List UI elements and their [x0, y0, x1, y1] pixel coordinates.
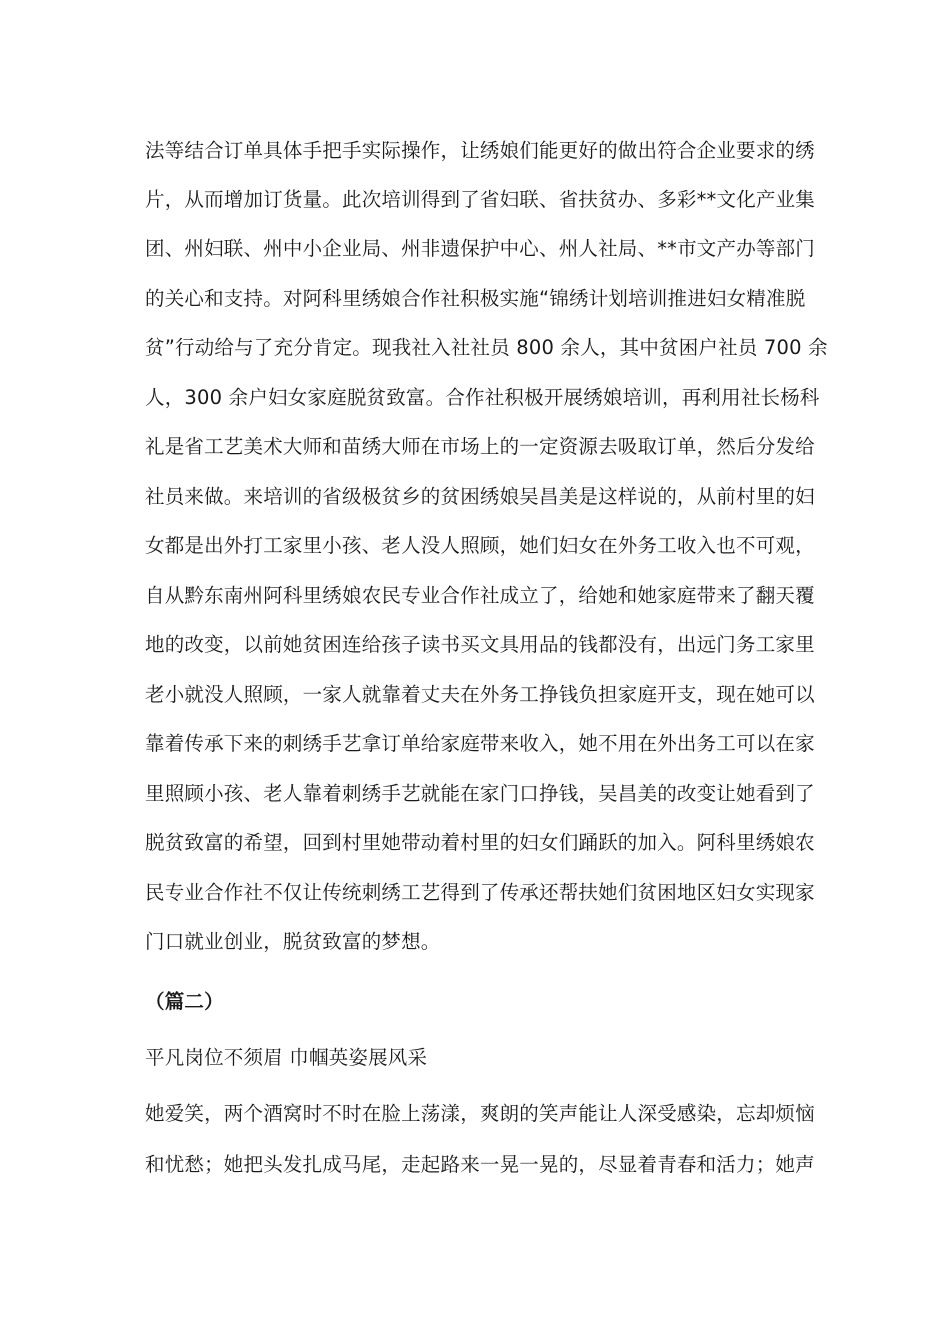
paragraph1-line-5: 贫”行动给与了充分肯定。现我社入社社员 800 余人，其中贫困户社员 700 余: [145, 336, 828, 359]
paragraph1-line-8: 社员来做。来培训的省级极贫乡的贫困绣娘吴昌美是这样说的，从前村里的妇: [145, 485, 815, 508]
paragraph2-line-2: 和忧愁；她把头发扎成马尾，走起路来一晃一晃的，尽显着青春和活力；她声: [145, 1153, 815, 1176]
paragraph1-line-7: 礼是省工艺美术大师和苗绣大师在市场上的一定资源去吸取订单，然后分发给: [145, 435, 815, 458]
paragraph1-line-2: 片，从而增加订货量。此次培训得到了省妇联、省扶贫办、多彩**文化产业集: [145, 188, 816, 211]
paragraph1-line-3: 团、州妇联、州中小企业局、州非遗保护中心、州人社局、**市文产办等部门: [145, 237, 816, 260]
paragraph1-line-1: 法等结合订单具体手把手实际操作，让绣娘们能更好的做出符合企业要求的绣: [145, 139, 815, 162]
article-title: 平凡岗位不须眉 巾帼英姿展风采: [145, 1046, 428, 1069]
paragraph1-line-13: 靠着传承下来的刺绣手艺拿订单给家庭带来收入，她不用在外出务工可以在家: [145, 732, 815, 755]
section-heading: （篇二）: [145, 990, 224, 1013]
paragraph1-line-6: 人，300 余户妇女家庭脱贫致富。合作社积极开展绣娘培训，再利用社长杨科: [145, 386, 820, 409]
paragraph1-line-12: 老小就没人照顾，一家人就靠着丈夫在外务工挣钱负担家庭开支，现在她可以: [145, 683, 815, 706]
paragraph1-line-15: 脱贫致富的希望，回到村里她带动着村里的妇女们踊跃的加入。阿科里绣娘农: [145, 831, 815, 854]
paragraph1-line-10: 自从黔东南州阿科里绣娘农民专业合作社成立了，给她和她家庭带来了翻天覆: [145, 584, 815, 607]
paragraph1-line-14: 里照顾小孩、老人靠着刺绣手艺就能在家门口挣钱，吴昌美的改变让她看到了: [145, 782, 815, 805]
paragraph1-line-4: 的关心和支持。对阿科里绣娘合作社积极实施“锦绣计划培训推进妇女精准脱: [145, 287, 806, 310]
paragraph2-line-1: 她爱笑，两个酒窝时不时在脸上荡漾，爽朗的笑声能让人深受感染，忘却烦恼: [145, 1102, 815, 1125]
paragraph1-line-9: 女都是出外打工家里小孩、老人没人照顾，她们妇女在外务工收入也不可观，: [145, 534, 815, 557]
paragraph1-line-17: 门口就业创业，脱贫致富的梦想。: [145, 930, 441, 953]
paragraph1-line-11: 地的改变，以前她贫困连给孩子读书买文具用品的钱都没有，出远门务工家里: [145, 633, 815, 656]
paragraph1-line-16: 民专业合作社不仅让传统刺绣工艺得到了传承还帮扶她们贫困地区妇女实现家: [145, 881, 815, 904]
